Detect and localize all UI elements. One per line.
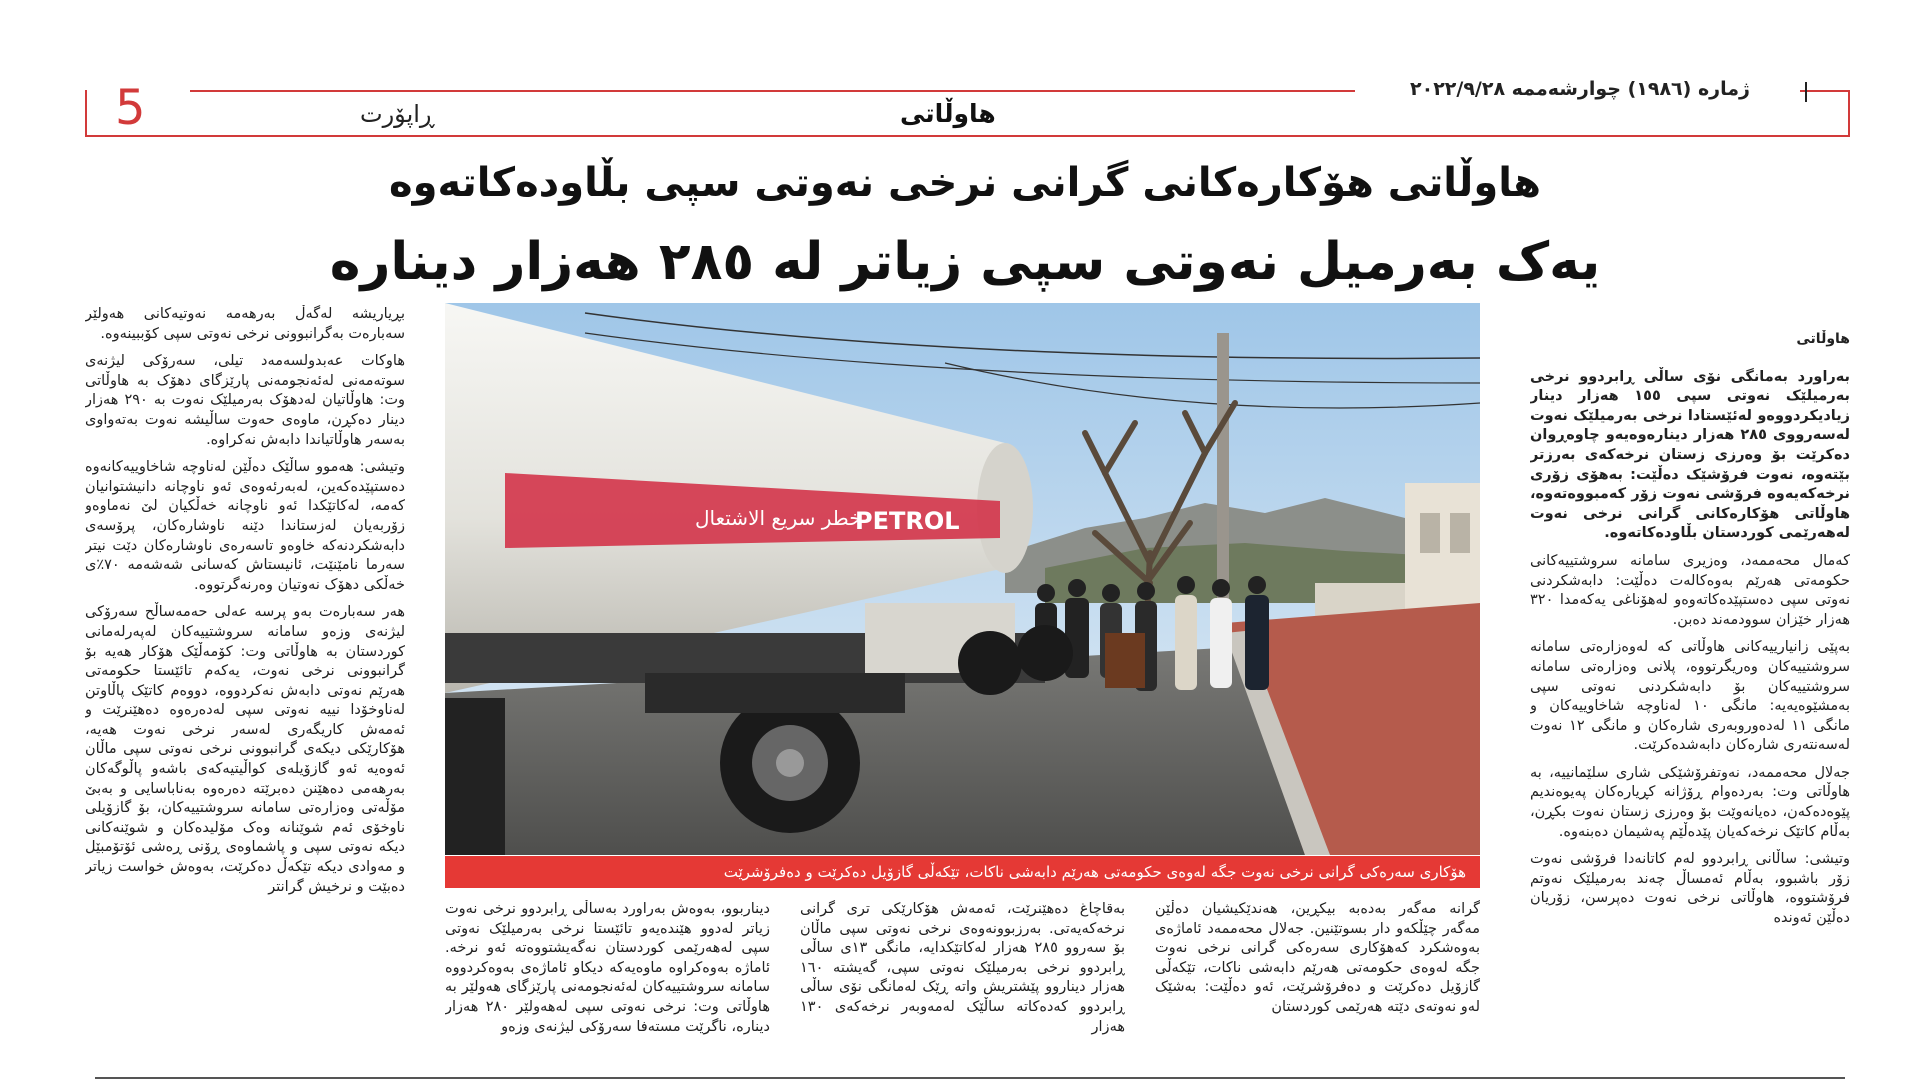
headline-main: یەک بەرمیل نەوتی سپی زیاتر لە ٢٨٥ هەزار دینارە — [329, 232, 1601, 292]
paragraph: بەقاچاغ دەهێنرێت، ئەمەش هۆکارێکی تری گرانی نرخەکەیەتی. بەرزبوونەوەی نرخی نەوتی سپی ماڵان بۆ سەروو ٢٨٥ هەزار لەکاتێکدایە، مانگی ١٣ی ساڵی ڕابردوو نرخی بەرمیلێک نەوتی سپی، گەیشتە ١٦٠ هەزار دیناروو پێشتریش واتە ڕێک لەمانگی نۆی ساڵی ڕابردوو کەدەکاتە ساڵێک لەمەوبەر نرخەکەی ١٣٠ هەزار — [800, 901, 1125, 1035]
paragraph: هەر سەبارەت بەو پرسە عەلی حەمەساڵح سەرۆکی لیژنەی وزەو سامانە سروشتییەکان لەپەرلەمانی کوردستان بە هاوڵاتی وت: کۆمەڵێک هۆکار هەیە بۆ گرانبوونی نرخی نەوت، یەکەم تائێستا حکومەتی هەرێم نەوتی دابەش نەکردووە، دووەم کاتێک پاڵاوتن لەناوخۆدا نییە نەوتی سپی لەدەرەوە دەهێنرێت و ئەمەش کاریگەری لەسەر نرخی نەوت هەیە، هۆکارێکی دیکەی گرانبوونی نرخی نەوتی سپی ماڵان ئەوەیە ئەو گازۆیلەی کواڵیتیەکەی باشەو پاڵوگەکان بەرهەمی دەهێنن دەبرێتە دەرەوە بەناباسایی و بەبێ مۆڵەتی وەزارەتی سامانە سروشتییەکان، بۆ گازۆیلی ناوخۆی ئەم شوێنانە وەک مۆلیدەکان و شوێنەکانی دیکە نەوتی سپی و پاشماوەی ڕۆنی ڕەشی ئۆتۆمبێل و مەوادی دیکە تێکەڵ دەکرێت، بەوەش خواست زیاتر دەبێت و نرخیش گرانتر — [85, 604, 405, 895]
header-rule-vert-right — [1848, 90, 1850, 135]
paragraph: وتیشی: هەموو ساڵێک دەڵێن لەناوچە شاخاوییەکانەوە دەستپێدەکەین، لەبەرئەوەی ئەو ناوچانە دانیشتوانیان کەمە، لەکاتێکدا ئەو ناوچانە خەڵکیان لێ نەماوەو زۆربەیان لەزستاندا دێنە ناوشارەکان، پرۆسەی دابەشکردنەکە خاوەو تاسەرەی ناوشارەکان دێت نیتر سەرما نامێنێت، ئانیستاش کەسانی شەشەمە ٧٠٪ی خەڵکی دهۆک نەوتیان وەرنەگرتووە. — [85, 459, 405, 593]
page-number: 5 — [115, 80, 146, 136]
article-byline: هاوڵاتی — [1796, 331, 1850, 347]
photo-caption: هۆکاری سەرەکی گرانی نرخی نەوت جگە لەوەی حکومەتی هەرێم دابەشی ناکات، تێکەڵی گازۆیل دەکرێت و دەفرۆشرێت — [445, 856, 1480, 888]
left-column — [85, 305, 405, 1075]
bottom-column-1 — [445, 900, 770, 1075]
header-top-rule-right — [1800, 90, 1850, 92]
paragraph: جەلال محەممەد، نەوتفرۆشێکی شاری سلێمانییە، بە هاوڵاتی وت: بەردەوام ڕۆژانە کڕیارەکان پەیوەندیم پێوەدەکەن، دەیانەوێت بۆ وەرزی زستان نەوت بکڕن، بەڵام کاتێک نرخەکەیان پێدەڵێم پەشیمان دەبنەوە. — [1530, 764, 1850, 840]
paragraph: وتیشی: ساڵانی ڕابردوو لەم کاتانەدا فرۆشی نەوت زۆر باشبوو، بەڵام ئەمساڵ چەند بەرمیلێک نەوتم فرۆشتووە، هاوڵاتی نرخی نەوت دەپرسن، زۆریان دەڵێن ئەوندە — [1530, 851, 1850, 927]
issue-line: ژمارە (١٩٨٦) چوارشەممە ٢٠٢٢/٩/٢٨ — [1410, 78, 1750, 100]
header-bottom-rule — [85, 135, 1850, 137]
paragraph: دیناربوو، بەوەش بەراورد بەساڵی ڕابردوو نرخی نەوت زیاتر لەدوو هێندەیەو تائێستا نرخی بەرمیلێک نەوتی سپی لەهەرێمی کوردستان نەگەیشتووەتە ئەو نرخە. ئاماژە بەوەکراوە ماوەیەکە دیکاو ئاماژەی بەوەکردووە سامانە سروشتییەکان لەئەنجومەنی پارێزگای هەولێر بە هاوڵاتی وت: نرخی نەوتی سپی لەهەولێر ٢٨٠ هەزار دینارە، ناگرێت مستەفا سەرۆکی لیژنەی وزەو — [445, 901, 770, 1035]
tanker-warning-text: خطر سريع الاشتعال — [695, 506, 862, 530]
headline-kicker: هاوڵاتی هۆکارەکانی گرانی نرخی نەوتی سپی بڵاودەکاتەوە — [389, 160, 1541, 206]
right-column — [1530, 330, 1850, 1075]
header-top-rule-left — [190, 90, 1355, 92]
paragraph: هاوکات عەبدولسەمەد تیلی، سەرۆکی لیژنەی سوتەمەنی لەئەنجومەنی پارێزگای دهۆک بە هاوڵاتی وت: هاوڵاتیان لەدهۆک بەرمیلێک نەوت بە ٢٩٠ هەزار دینار دەکڕن، ماوەی حەوت ساڵیشە نەوت بەتەواوی بەسەر هاوڵاتیاندا دابەش نەکراوە. — [85, 353, 405, 448]
header-rule-vert-left — [85, 90, 87, 135]
tanker-brand-text: PETROL — [855, 507, 960, 535]
paragraph: کەمال محەممەد، وەزیری سامانە سروشتییەکانی حکومەتی هەرێم بەوەکالەت دەڵێت: دابەشکردنی نەوتی سپی دەستپێدەکاتەوەو لەهۆناغی یەکەمدا ٣٢٠ هەزار خێزان سوودمەند دەبن. — [1530, 552, 1850, 628]
paragraph: گرانە مەگەر بەدەبە بیکڕین، هەندێکیشیان دەڵێن مەگەر چێڵکەو دار بسوتێنین. جەلال محەممەد ئاماژەی بەوەشکرد کەهۆکاری سەرەکی گرانی نرخی نەوت جگە لەوەی حکومەتی هەرێم دابەشی ناکات، تێکەڵی گازۆیل دەکرێت و دەفرۆشرێت، ئەو دەڵێت: بەشێک لەو نەوتەی دێتە هەرێمی کوردستان — [1155, 901, 1480, 1015]
issue-divider — [1805, 82, 1807, 102]
footer-rule — [95, 1077, 1845, 1079]
tanker-scene-illustration — [445, 303, 1480, 855]
paragraph: بەپێی زانیارییەکانی هاوڵاتی کە لەوەزارەتی سامانە سروشتییەکان وەریگرتووە، پلانی وەزارەتی سامانە سروشتییەکان بۆ دابەشکردنی نەوتی سپی بەمشێوەیەیە: مانگی ١٠ لەناوچە شاخاوییەکان و مانگی ١١ لەدەوروبەری شارەکان و مانگی ١٢ نەوت لەسەنتەری شارەکان دابەشدەکرێت. — [1530, 639, 1850, 754]
article-photo — [445, 303, 1480, 855]
masthead-logo: هاوڵاتی — [900, 99, 996, 128]
bottom-column-2 — [800, 900, 1125, 1075]
paragraph: بڕیاریشە لەگەڵ بەرهەمە نەوتیەکانی هەولێر سەبارەت بەگرانبوونی نرخی نەوتی سپی کۆببینەوە. — [85, 306, 405, 342]
paragraph: بەراورد بەمانگی نۆی ساڵی ڕابردوو نرخی بەرمیلێک نەوتی سپی ١٥٥ هەزار دینار زیادیکردووەو لەئێستادا نرخی بەرمیلێک نەوت لەسەرووی ٢٨٥ هەزار دینارەوەیەو چاوەڕوان دەکرێت بۆ وەرزی زستان نرخەکەی بەرزتر بێتەوە، نەوت فرۆشێک دەڵێت: بەهۆی زۆری نرخەکەیەوە فرۆشی نەوت زۆر کەمبووەتەوە، هاوڵاتی هۆکارەکانی گرانی نرخی نەوت لەهەرێمی کوردستان بڵاودەکاتەوە. — [1530, 368, 1850, 542]
bottom-column-3 — [1155, 900, 1480, 1075]
section-label: ڕاپۆرت — [360, 100, 435, 128]
